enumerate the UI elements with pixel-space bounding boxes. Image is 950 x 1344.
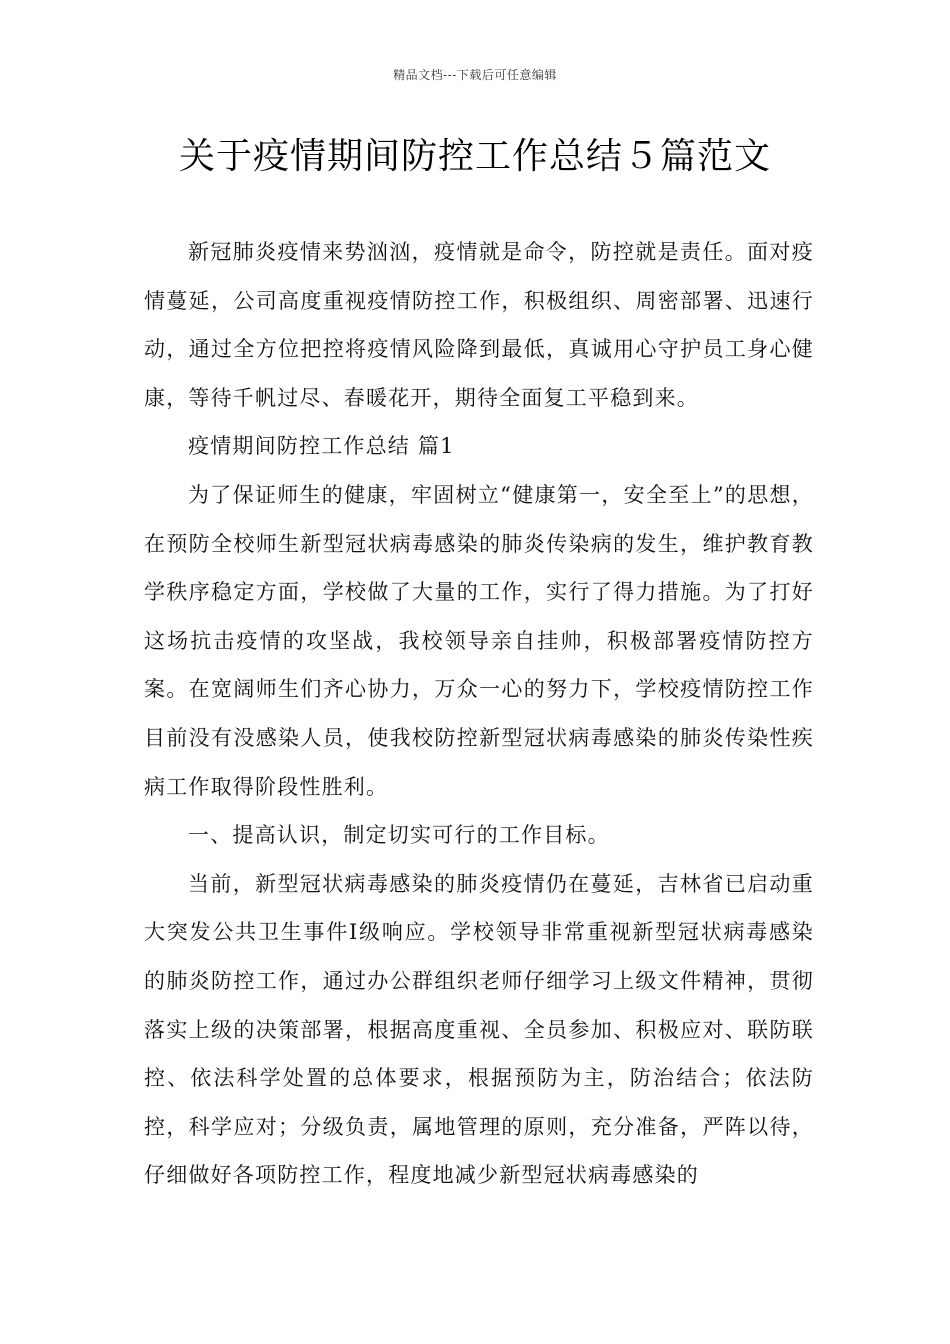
section-heading: 疫情期间防控工作总结 篇1: [188, 434, 455, 459]
body-paragraph: 为了保证师生的健康，牢固树立“健康第一，安全至上”的思想，在预防全校师生新型冠状病毒感染的肺炎传染病的发生，维护教育教学秩序稳定方面，学校做了大量的工作，实行了得力措施。为了打好这场抗击疫情的攻坚战，我校领导亲自挂帅，积极部署疫情防控方案。在宽阔师生们齐心协力，万众一心的努力下，学校疫情防控工作目前没有没感染人员，使我校防控新型冠状病毒感染的肺炎传染性疾病工作取得阶段性胜利。: [144, 482, 814, 799]
subsection-heading: 一、提高认识，制定切实可行的工作目标。: [188, 823, 610, 848]
body-paragraph: 当前，新型冠状病毒感染的肺炎疫情仍在蔓延，吉林省已启动重大突发公共卫生事件Ⅰ级响应。学校领导非常重视新型冠状病毒感染的肺炎防控工作，通过办公群组织老师仔细学习上级文件精神，贯彻落实上级的决策部署，根据高度重视、全员参加、积极应对、联防联控、依法科学处置的总体要求，根据预防为主，防治结合；依法防控，科学应对；分级负责，属地管理的原则，充分准备，严阵以待，仔细做好各项防控工作，程度地减少新型冠状病毒感染的: [144, 871, 814, 1188]
document-title: 关于疫情期间防控工作总结５篇范文: [178, 136, 771, 177]
document-body: [144, 228, 814, 1200]
header-note: 精品文档---下载后可任意编辑: [393, 68, 557, 82]
intro-paragraph: 新冠肺炎疫情来势汹汹，疫情就是命令，防控就是责任。面对疫情蔓延，公司高度重视疫情防控工作，积极组织、周密部署、迅速行动，通过全方位把控将疫情风险降到最低，真诚用心守护员工身心健康，等待千帆过尽、春暖花开，期待全面复工平稳到来。: [144, 240, 814, 410]
